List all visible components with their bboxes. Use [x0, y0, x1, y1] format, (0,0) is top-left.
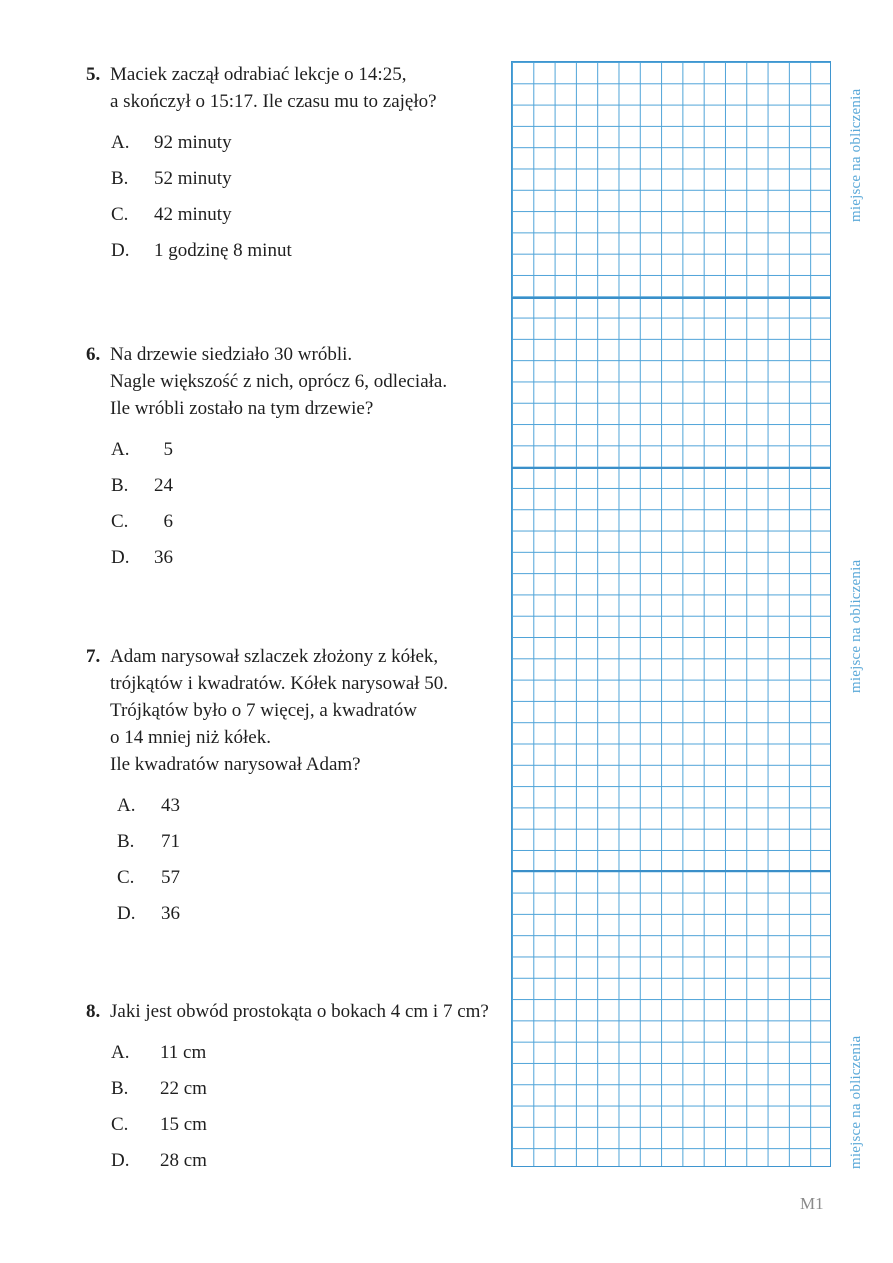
option-letter: B. — [111, 1078, 129, 1099]
option-letter: A. — [117, 795, 136, 816]
option-text: 42 minuty — [154, 204, 232, 225]
option-text: 36 — [154, 547, 173, 568]
question-stem — [86, 643, 506, 778]
answer-option-c[interactable] — [86, 1107, 506, 1143]
option-text: 11 cm — [160, 1042, 207, 1063]
calculation-grid[interactable] — [511, 61, 831, 1167]
option-letter: C. — [117, 867, 135, 888]
question-text-line: Ile wróbli zostało na tym drzewie? — [110, 398, 374, 419]
calculation-space-label: miejsce na obliczenia — [848, 88, 864, 222]
option-letter: A. — [111, 1042, 130, 1063]
option-letter: D. — [111, 240, 130, 261]
option-text: 28 cm — [160, 1150, 207, 1171]
answer-option-b[interactable] — [86, 468, 506, 504]
option-letter: B. — [111, 475, 129, 496]
option-letter: D. — [117, 903, 136, 924]
question-text-line: trójkątów i kwadratów. Kółek narysował 50. — [110, 673, 449, 694]
calculation-space-label: miejsce na obliczenia — [848, 559, 864, 693]
option-text: 24 — [154, 475, 173, 496]
answer-option-d[interactable] — [86, 540, 506, 576]
answer-option-d[interactable] — [86, 233, 506, 269]
question-text-line: Nagle większość z nich, oprócz 6, odleciała. — [110, 371, 448, 392]
question-text-line: Jaki jest obwód prostokąta o bokach 4 cm i 7 cm? — [110, 1001, 489, 1022]
answer-option-d[interactable] — [86, 1143, 506, 1179]
answer-options — [86, 1035, 506, 1179]
answer-option-b[interactable] — [86, 824, 506, 860]
option-text: 6 — [154, 511, 173, 532]
answer-option-b[interactable] — [86, 161, 506, 197]
option-letter: C. — [111, 511, 129, 532]
question-stem — [86, 998, 506, 1025]
question-6 — [86, 341, 506, 576]
option-letter: A. — [111, 439, 130, 460]
question-text-line: Ile kwadratów narysował Adam? — [110, 754, 361, 775]
question-text-line: Trójkątów było o 7 więcej, a kwadratów — [110, 700, 417, 721]
option-text: 5 — [154, 439, 173, 460]
answer-option-c[interactable] — [86, 504, 506, 540]
question-5 — [86, 61, 506, 269]
option-letter: B. — [117, 831, 135, 852]
option-letter: C. — [111, 204, 129, 225]
question-stem — [86, 341, 506, 422]
answer-options — [86, 125, 506, 269]
question-7 — [86, 643, 506, 932]
option-letter: D. — [111, 1150, 130, 1171]
answer-options — [86, 432, 506, 576]
answer-option-c[interactable] — [86, 197, 506, 233]
answer-options — [86, 788, 506, 932]
option-letter: A. — [111, 132, 130, 153]
question-number: 5. — [86, 64, 101, 85]
option-text: 92 minuty — [154, 132, 232, 153]
answer-option-d[interactable] — [86, 896, 506, 932]
option-text: 15 cm — [160, 1114, 207, 1135]
question-stem — [86, 61, 506, 115]
answer-option-a[interactable] — [86, 788, 506, 824]
answer-option-b[interactable] — [86, 1071, 506, 1107]
answer-option-a[interactable] — [86, 1035, 506, 1071]
question-text-line: Adam narysował szlaczek złożony z kółek, — [110, 646, 439, 667]
question-8 — [86, 998, 506, 1179]
option-text: 71 — [161, 831, 180, 852]
answer-option-c[interactable] — [86, 860, 506, 896]
option-letter: D. — [111, 547, 130, 568]
answer-option-a[interactable] — [86, 125, 506, 161]
option-text: 43 — [161, 795, 180, 816]
grid-section-divider — [512, 870, 830, 872]
question-number: 8. — [86, 1001, 101, 1022]
question-text-line: o 14 mniej niż kółek. — [110, 727, 271, 748]
option-letter: B. — [111, 168, 129, 189]
question-text-line: Na drzewie siedziało 30 wróbli. — [110, 344, 353, 365]
question-text-line: a skończył o 15:17. Ile czasu mu to zajęło? — [110, 91, 437, 112]
option-letter: C. — [111, 1114, 129, 1135]
option-text: 36 — [161, 903, 180, 924]
question-text-line: Maciek zaczął odrabiać lekcje o 14:25, — [110, 64, 407, 85]
page-identifier: M1 — [800, 1194, 824, 1213]
option-text: 57 — [161, 867, 180, 888]
calculation-space-label: miejsce na obliczenia — [848, 1035, 864, 1169]
answer-option-a[interactable] — [86, 432, 506, 468]
question-number: 6. — [86, 344, 101, 365]
grid-section-divider — [512, 467, 830, 469]
option-text: 52 minuty — [154, 168, 232, 189]
option-text: 22 cm — [160, 1078, 207, 1099]
question-number: 7. — [86, 646, 101, 667]
option-text: 1 godzinę 8 minut — [154, 240, 292, 261]
grid-section-divider — [512, 297, 830, 299]
